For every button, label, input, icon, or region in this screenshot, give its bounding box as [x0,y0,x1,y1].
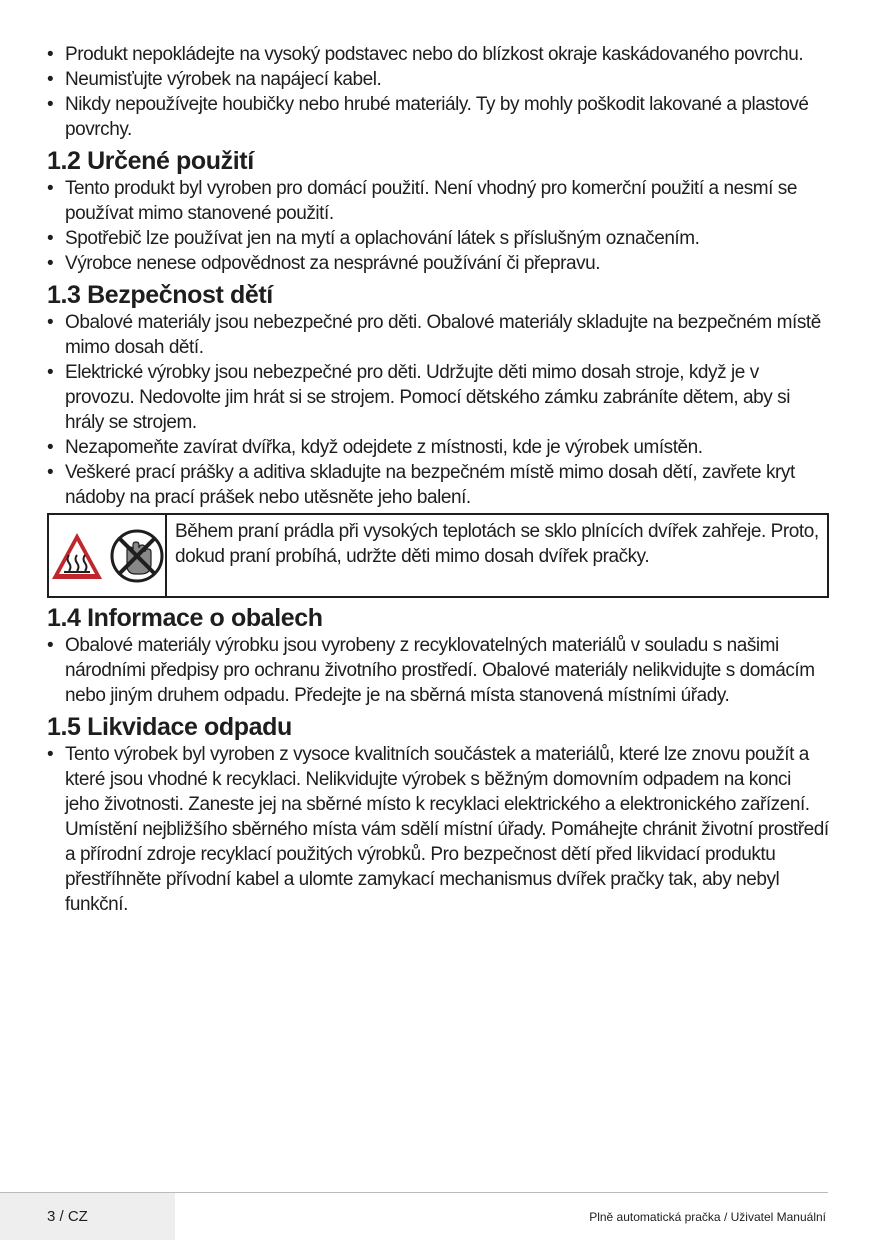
disposal-list [47,742,829,917]
packaging-list [47,633,829,708]
warning-icons [49,515,167,596]
section-heading-disposal: 1.5 Likvidace odpadu [47,713,292,741]
intended-use-list [47,176,829,276]
hot-surface-warning-icon [49,530,105,582]
list-item: • Nikdy nepoužívejte houbičky nebo hrubé materiály. Ty by mohly poškodit lakované a plastové povrchy. [47,92,829,142]
footer-divider [0,1192,828,1193]
document-body [47,42,829,917]
intro-list [47,42,829,142]
manual-title: Plně automatická pračka / Uživatel Manuální [589,1210,826,1224]
list-item: • Obalové materiály výrobku jsou vyrobeny z recyklovatelných materiálů v souladu s našimi národními předpisy pro ochranu životního prostředí. Obalové materiály nelikvidujte s domácím nebo jiným druhem odpadu. Předejte je na sběrná místa stanovená místními úřady. [47,633,829,708]
list-item: • Nezapomeňte zavírat dvířka, když odejdete z místnosti, kde je výrobek umístěn. [47,435,829,460]
list-item: • Tento produkt byl vyroben pro domácí použití. Není vhodný pro komerční použití a nesmí se používat mimo stanovené použití. [47,176,829,226]
list-item: • Produkt nepokládejte na vysoký podstavec nebo do blízkost okraje kaskádovaného povrchu. [47,42,829,67]
list-item: • Obalové materiály jsou nebezpečné pro děti. Obalové materiály skladujte na bezpečném místě mimo dosah dětí. [47,310,829,360]
list-item: • Neumisťujte výrobek na napájecí kabel. [47,67,829,92]
section-heading-intended-use: 1.2 Určené použití [47,147,254,175]
list-item: • Výrobce nenese odpovědnost za nesprávné používání či přepravu. [47,251,829,276]
warning-text: Během praní prádla při vysokých teplotách se sklo plnících dvířek zahřeje. Proto, dokud praní probíhá, udržte děti mimo dosah dvířek pračky. [175,521,819,567]
section-heading-child-safety: 1.3 Bezpečnost dětí [47,281,273,309]
page-number: 3 / CZ [47,1208,88,1225]
section-heading-packaging: 1.4 Informace o obalech [47,604,323,632]
hot-door-warning-box [47,513,829,598]
child-safety-list [47,310,829,510]
no-touch-icon [109,528,165,584]
list-item: • Tento výrobek byl vyroben z vysoce kvalitních součástek a materiálů, které lze znovu použít a které jsou vhodné k recyklaci. Nelikvidujte výrobek s běžným domovním odpadem na konci jeho životnosti. Zaneste jej na sběrné místo k recyklaci elektrického a elektronického zařízení. Umístění nejbližšího sběrného místa vám sdělí místní úřady. Pomáhejte chránit životní prostředí a přírodní zdroje recyklací použitých výrobků. Pro bezpečnost dětí před likvidací produktu přestříhněte přívodní kabel a ulomte zamykací mechanismus dvířek pračky tak, aby nebyl funkční. [47,742,829,917]
list-item: • Elektrické výrobky jsou nebezpečné pro děti. Udržujte děti mimo dosah stroje, když je v provozu. Nedovolte jim hrát si se strojem. Pomocí dětského zámku zabráníte dětem, aby si hrály se strojem. [47,360,829,435]
list-item: • Spotřebič lze používat jen na mytí a oplachování látek s příslušným označením. [47,226,829,251]
list-item: • Veškeré prací prášky a aditiva skladujte na bezpečném místě mimo dosah dětí, zavřete kryt nádoby na prací prášek nebo utěsněte jeho balení. [47,460,829,510]
